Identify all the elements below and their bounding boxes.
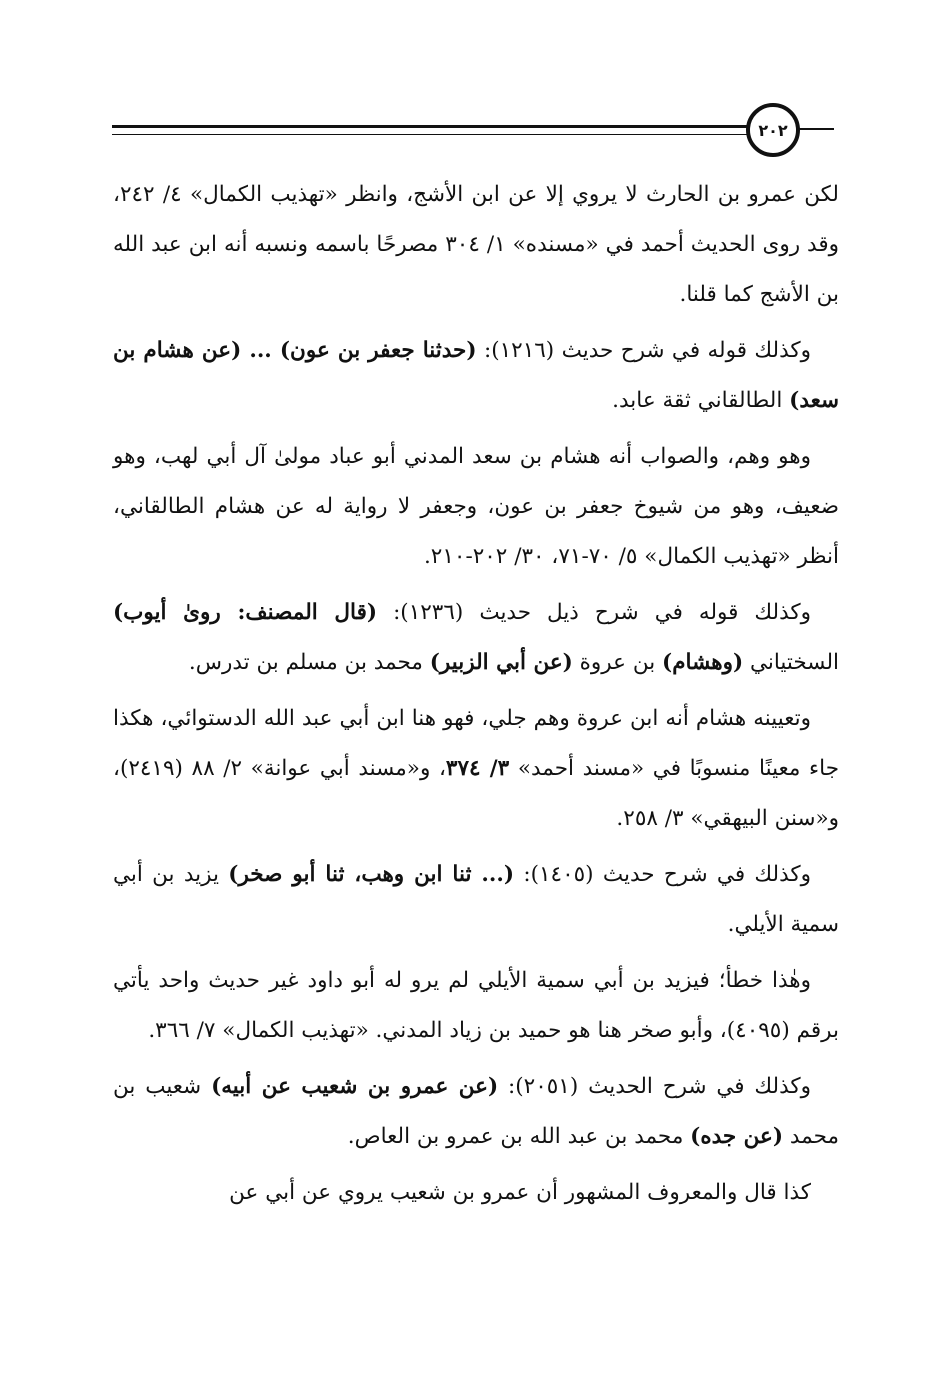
hadith-quote: (... ثنا ابن وهب، ثنا أبو صخر)	[228, 862, 515, 887]
citation-bold: ٣/ ٣٧٤	[445, 756, 510, 781]
hadith-quote: (عن عمرو بن شعيب عن أبيه)	[211, 1074, 499, 1099]
paragraph-7	[113, 956, 839, 1056]
paragraph-text: بن عروة	[572, 650, 663, 675]
paragraph-text: وتعيينه هشام أنه ابن عروة وهم جلي، فهو هنا ابن أبي عبد الله الدستوائي، هكذا جاء معينًا منسوبًا في «مسند أحمد»	[113, 706, 839, 781]
paragraph-text: ، و«مسند أبي عوانة» ٢/ ٨٨ (٢٤١٩)، و«سنن البيهقي» ٣/ ٢٥٨.	[113, 756, 839, 831]
hadith-quote: (وهشام)	[662, 650, 744, 675]
paragraph-text: وكذلك قوله في شرح حديث (١٢١٦):	[476, 338, 811, 363]
paragraph-text: وهٰذا خطأ؛ فيزيد بن أبي سمية الأيلي لم يرو له أبو داود غير حديث واحد يأتي برقم (٤٠٩٥)، وأبو صخر هنا هو حميد بن زياد المدني. «تهذيب الكمال» ٧/ ٣٦٦.	[113, 968, 839, 1043]
header-rule-thick	[112, 125, 752, 128]
paragraph-text: وكذلك في شرح حديث (١٤٠٥):	[514, 862, 811, 887]
paragraph-text: وكذلك في شرح الحديث (٢٠٥١):	[498, 1074, 811, 1099]
paragraph-text: محمد بن مسلم بن تدرس.	[188, 650, 430, 675]
header-rule-thin	[112, 134, 752, 135]
hadith-quote: (عن جده)	[690, 1124, 784, 1149]
hadith-quote: (حدثنا جعفر بن عون) ... (عن هشام بن سعد)	[113, 338, 839, 413]
page-number-badge	[746, 103, 800, 157]
paragraph-text: يزيد بن أبي سمية الأيلي.	[113, 862, 839, 937]
paragraph-5	[113, 694, 839, 844]
paragraph-2	[113, 326, 839, 426]
paragraph-8	[113, 1062, 839, 1162]
paragraph-text: محمد بن عبد الله بن عمرو بن العاص.	[347, 1124, 691, 1149]
page-body	[113, 170, 839, 1224]
hadith-quote: (قال المصنف: روىٰ أيوب)	[113, 600, 378, 625]
paragraph-text: كذا قال والمعروف المشهور أن عمرو بن شعيب يروي عن أبي عن	[229, 1180, 811, 1205]
paragraph-text: السختياني	[743, 650, 839, 675]
page-header	[112, 101, 838, 163]
header-rule-right	[796, 128, 834, 130]
hadith-quote: (عن أبي الزبير)	[429, 650, 573, 675]
paragraph-3	[113, 432, 839, 582]
paragraph-text: الطالقاني ثقة عابد.	[612, 388, 790, 413]
paragraph-text: شعيب بن محمد	[113, 1074, 839, 1149]
paragraph-text: وهو وهم، والصواب أنه هشام بن سعد المدني أبو عباد مولىٰ آل أبي لهب، وهو ضعيف، وهو من شيوخ جعفر بن عون، وجعفر لا رواية له عن هشام الطالقاني، أنظر «تهذيب الكمال» ٥/ ٧٠-٧١، ٣٠/ ٢٠٢-٢١٠.	[113, 444, 839, 569]
paragraph-4	[113, 588, 839, 688]
paragraph-text: لكن عمرو بن الحارث لا يروي إلا عن ابن الأشج، وانظر «تهذيب الكمال» ٤/ ٢٤٢، وقد روى الحديث أحمد في «مسنده» ١/ ٣٠٤ مصرحًا باسمه ونسبه أنه ابن عبد الله بن الأشج كما قلنا.	[113, 182, 840, 307]
paragraph-9	[113, 1168, 839, 1218]
page-number: ٢٠٢	[758, 120, 788, 140]
paragraph-text: وكذلك قوله في شرح ذيل حديث (١٢٣٦):	[377, 600, 811, 625]
paragraph-6	[113, 850, 839, 950]
paragraph-1	[113, 170, 839, 320]
